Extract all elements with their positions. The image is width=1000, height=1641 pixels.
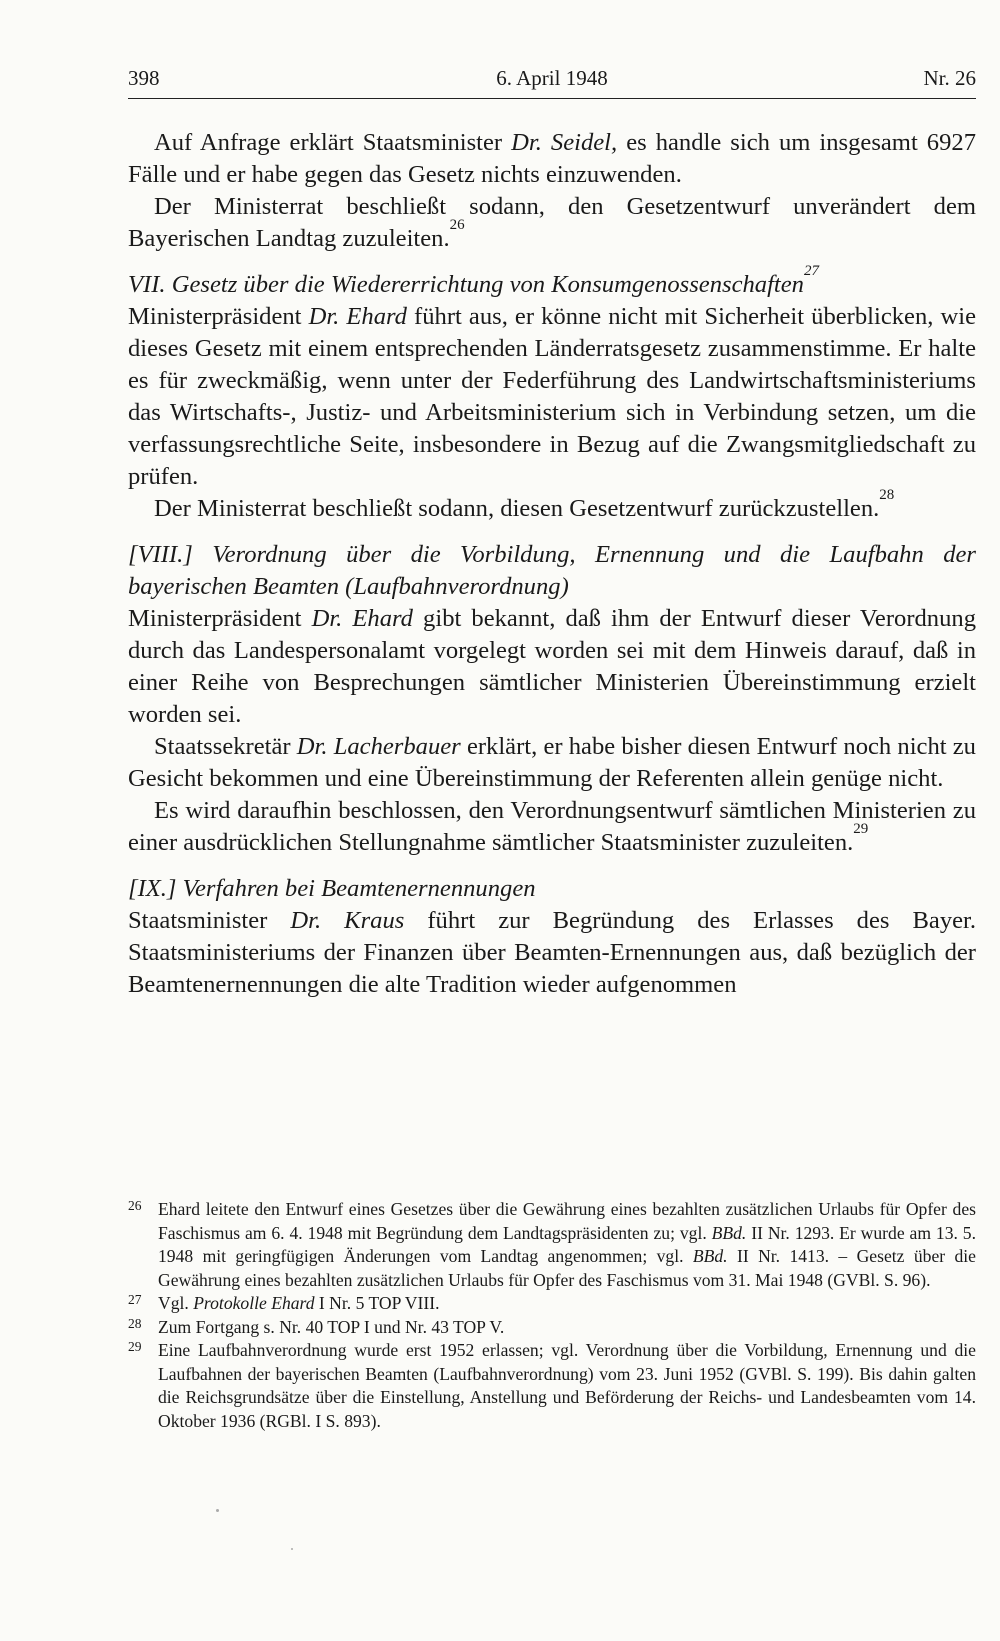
person-name: Dr. Seidel, <box>511 129 618 156</box>
footnote-number: 26 <box>128 1198 142 1213</box>
footnote-ref: 27 <box>803 263 819 279</box>
paragraph: Der Ministerrat beschließt sodann, diesen Gesetzentwurf zurückzustellen.$^{28}$ <box>154 487 895 522</box>
footnote-ref: 26 <box>449 217 465 233</box>
agenda-heading-viii: [VIII.] Verordnung über die Vorbildung, Ernennung und die Laufbahn der bayerischen Beamten (Laufbahnverordnung) <box>128 541 976 600</box>
person-name: Dr. Ehard <box>308 303 407 330</box>
footnote-number: 29 <box>128 1339 142 1354</box>
paragraph: Es wird daraufhin beschlossen, den Verordnungsentwurf sämtlichen Ministerien zu einer ausdrücklichen Stellungnahme sämtlicher Staatsminister zuzuleiten.$^{29}$ <box>128 797 976 856</box>
page-number: 398 <box>128 66 160 90</box>
issue-number: Nr. 26 <box>923 66 976 90</box>
paragraph: Staatssekretär Dr. Lacherbauer erklärt, er habe bisher diesen Entwurf noch nicht zu Gesicht bekommen und eine Übereinstimmung der Referenten allein genüge nicht. <box>128 733 976 792</box>
main-text <box>128 127 976 1001</box>
footnote: 29 Eine Laufbahnverordnung wurde erst 1952 erlassen; vgl. Verordnung über die Vorbildung, Ernennung und die Laufbahnen der bayerischen Beamten (Laufbahnverordnung) vom 23. Juni 1952 (GVBl. S. 199). Bis dahin galten die Reichsgrundsätze über die Einstellung, Anstellung und Beförderung der Reichs- und Landesbeamten vom 14. Oktober 1936 (RGBl. I S. 893). <box>128 1339 976 1433</box>
print-speck <box>216 1509 219 1512</box>
paragraph: Der Ministerrat beschließt sodann, den Gesetzentwurf unverändert dem Bayerischen Landtag zuzuleiten.$^{26}$ <box>128 193 976 252</box>
header-date: 6. April 1948 <box>496 66 608 90</box>
paragraph: Ministerpräsident Dr. Ehard gibt bekannt, daß ihm der Entwurf dieser Verordnung durch das Landespersonalamt vorgelegt worden sei mit dem Hinweis darauf, daß in einer Reihe von Besprechungen sämtlicher Ministerien Übereinstimmung erzielt worden sei. <box>128 605 976 728</box>
paragraph: Auf Anfrage erklärt Staatsminister Dr. Seidel, es handle sich um insgesamt 6927 Fälle und er habe gegen das Gesetz nichts einzuwenden. <box>128 129 976 188</box>
person-name: Dr. Ehard <box>311 605 413 632</box>
paragraph: Staatsminister Dr. Kraus führt zur Begründung des Erlasses des Bayer. Staatsministeriums der Finanzen über Beamten-Ernennungen aus, daß bezüglich der Beamtenernennungen die alte Tradition wieder aufgenommen <box>128 907 977 998</box>
person-name: Dr. Kraus <box>290 907 405 934</box>
paragraph: Ministerpräsident Dr. Ehard führt aus, er könne nicht mit Sicherheit überblicken, wie dieses Gesetz mit einem entsprechenden Länderratsgesetz zusammenstimme. Er halte es für zweckmäßig, wenn unter der Federführung des Landwirtschaftsministeriums das Wirtschafts-, Justiz- und Arbeitsministerium sich in Verbindung setzen, um die verfassungsrechtliche Seite, insbesondere in Bezug auf die Zwangsmitgliedschaft zu prüfen. <box>128 303 976 490</box>
footnote: 28 Zum Fortgang s. Nr. 40 TOP I und Nr. 43 TOP V. <box>128 1316 976 1340</box>
footnote-number: 28 <box>128 1315 142 1331</box>
footnotes <box>128 1198 976 1433</box>
footnote: 27 Vgl. Protokolle Ehard I Nr. 5 TOP VIII. <box>128 1292 976 1316</box>
print-speck <box>291 1548 293 1550</box>
footnote: 26 Ehard leitete den Entwurf eines Gesetzes über die Gewährung eines bezahlten zusätzlichen Urlaubs für Opfer des Faschismus am 6. 4. 1948 mit Begründung dem Landtagspräsidenten zu; vgl. BBd. II Nr. 1293. Er wurde am 13. 5. 1948 mit geringfügigen Änderungen vom Landtag angenommen; vgl. BBd. II Nr. 1413. – Gesetz über die Gewährung eines bezahlten zusätzlichen Urlaubs für Opfer des Faschismus vom 31. Mai 1948 (GVBl. S. 96). <box>128 1198 976 1292</box>
person-name: Dr. Lacherbauer <box>296 733 461 760</box>
footnote-number: 27 <box>128 1292 142 1307</box>
agenda-heading-ix: [IX.] Verfahren bei Beamtenernennungen <box>128 875 536 902</box>
footnote-ref: 28 <box>879 487 895 503</box>
footnote-ref: 29 <box>853 821 869 837</box>
running-header <box>128 62 976 99</box>
agenda-heading-vii: VII. Gesetz über die Wiedererrichtung von Konsumgenossenschaften$^{27}$ <box>128 263 819 298</box>
